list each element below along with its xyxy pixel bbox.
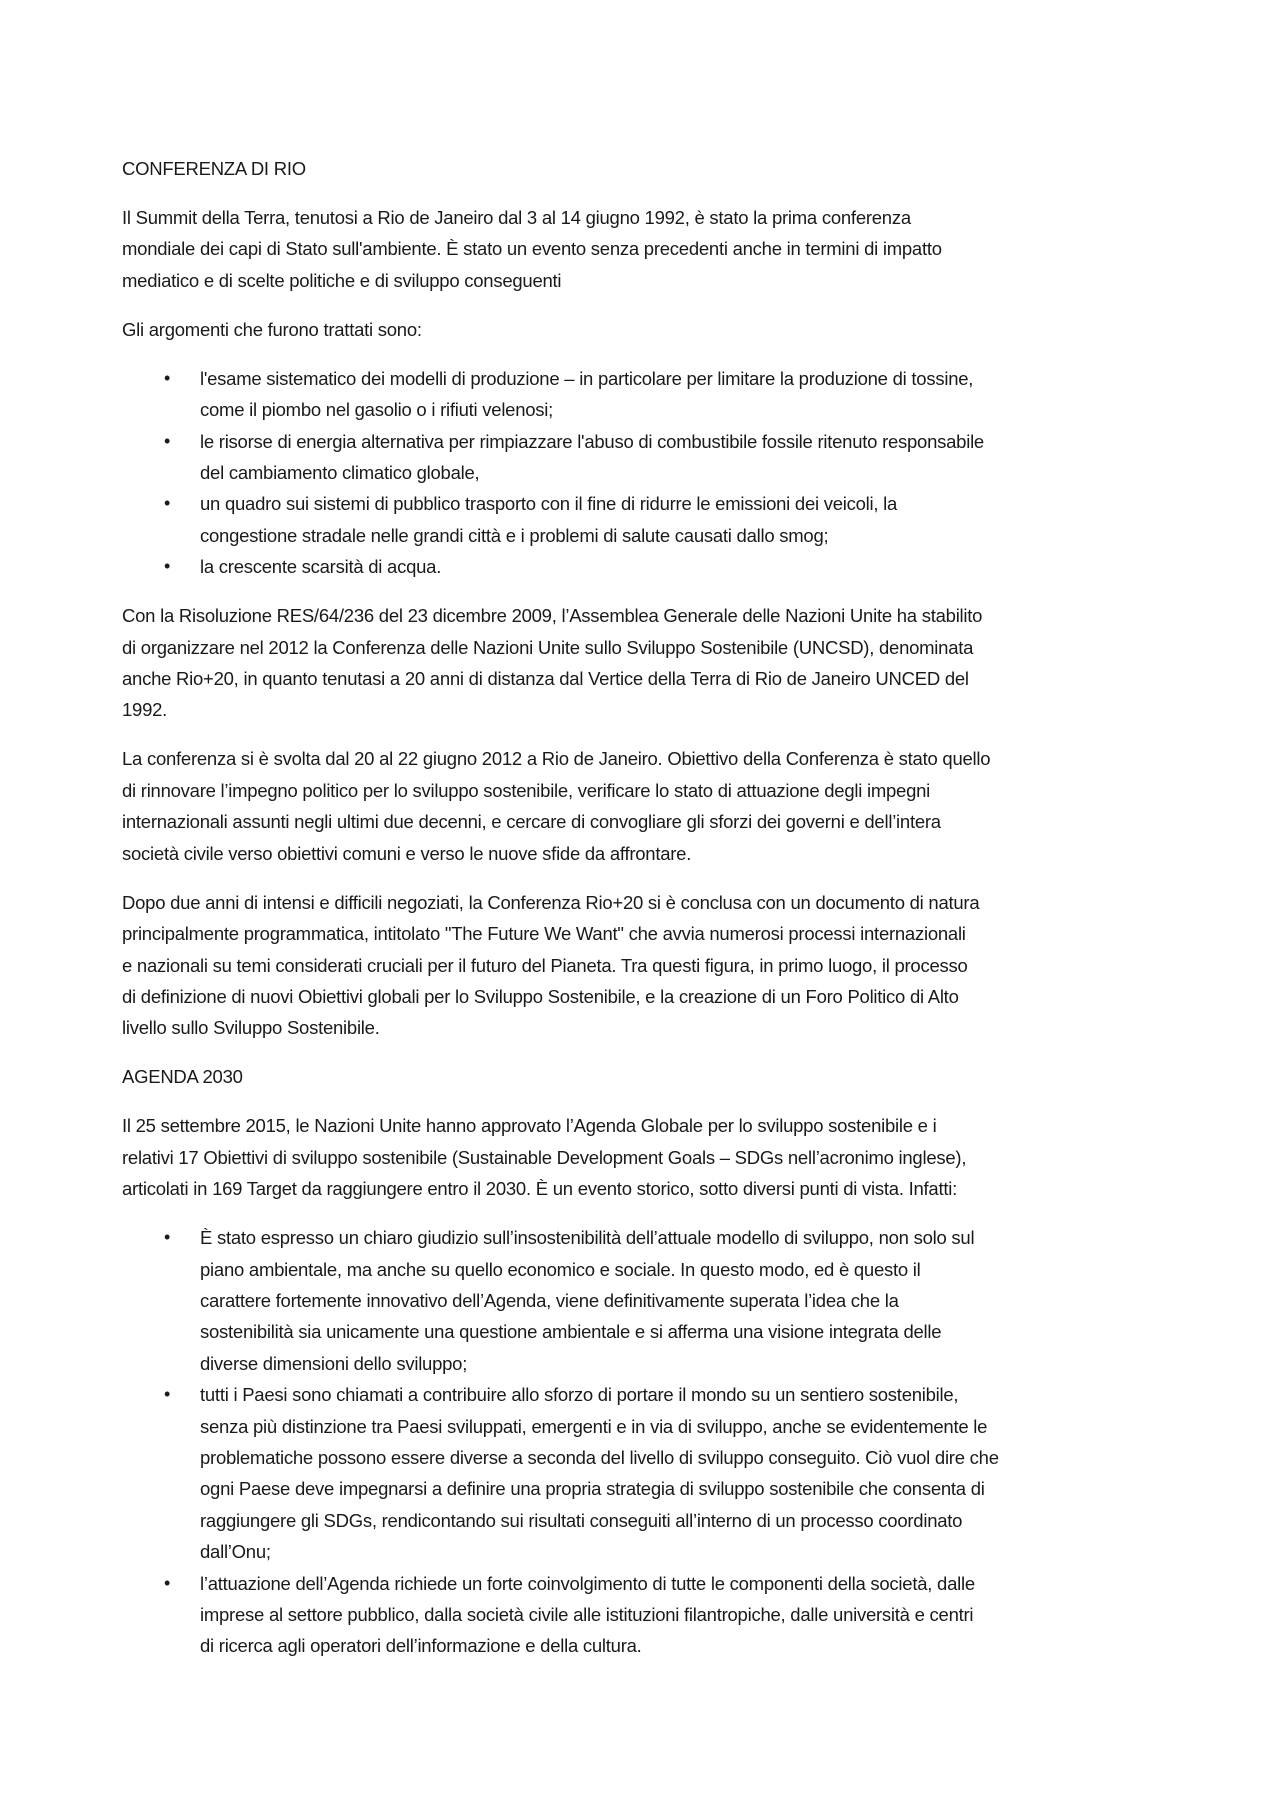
- text-line: Dopo due anni di intensi e difficili negoziati, la Conferenza Rio+20 si è conclusa con un documento di natura: [122, 891, 980, 913]
- heading-agenda-2030: [122, 1061, 1182, 1092]
- text-line: imprese al settore pubblico, dalla società civile alle istituzioni filantropiche, dalle università e centri: [200, 1604, 974, 1625]
- text-line: problematiche possono essere diverse a seconda del livello di sviluppo conseguito. Ciò vuol dire che: [200, 1446, 999, 1468]
- bullet-icon: •: [164, 1384, 171, 1405]
- text-line: articolati in 169 Target da raggiungere entro il 2030. È un evento storico, sotto diversi punti di vista. Infatti:: [122, 1178, 957, 1200]
- list-item: [122, 1379, 1182, 1567]
- text-line: e nazionali su temi considerati cruciali per il futuro del Pianeta. Tra questi figura, in primo luogo, il processo: [122, 954, 968, 976]
- text-line: le risorse di energia alternativa per rimpiazzare l'abuso di combustibile fossile ritenuto responsabile: [200, 430, 984, 452]
- list-item: [122, 426, 1182, 489]
- text-line: La conferenza si è svolta dal 20 al 22 giugno 2012 a Rio de Janeiro. Obiettivo della Conferenza è stato quello: [122, 748, 991, 770]
- text-line: 1992.: [122, 699, 168, 721]
- text-line: anche Rio+20, in quanto tenutasi a 20 anni di distanza dal Vertice della Terra di Rio de Janeiro UNCED del: [122, 668, 969, 690]
- text-line: società civile verso obiettivi comuni e verso le nuove sfide da affrontare.: [122, 842, 692, 864]
- text-line: Con la Risoluzione RES/64/236 del 23 dicembre 2009, l’Assemblea Generale delle Nazioni Unite ha stabilito: [122, 605, 983, 627]
- paragraph-risoluzione: [122, 600, 1182, 726]
- text-line: internazionali assunti negli ultimi due decenni, e cercare di convogliare gli sforzi dei governi e dell’intera: [122, 811, 941, 833]
- paragraph-future-we-want: [122, 887, 1182, 1044]
- text-line: di organizzare nel 2012 la Conferenza delle Nazioni Unite sullo Sviluppo Sostenibile (UNCSD), denominata: [122, 636, 974, 658]
- bullet-icon: •: [164, 367, 171, 388]
- text-line: Il 25 settembre 2015, le Nazioni Unite hanno approvato l’Agenda Globale per lo sviluppo sostenibile e i: [122, 1115, 937, 1137]
- text-line: carattere fortemente innovativo dell’Agenda, viene definitivamente superata l’idea che la: [200, 1289, 899, 1311]
- text-line: del cambiamento climatico globale,: [200, 462, 480, 484]
- bullet-icon: •: [164, 493, 171, 514]
- text-line: mondiale dei capi di Stato sull'ambiente. È stato un evento senza precedenti anche in termini di impatto: [122, 238, 942, 260]
- text-line: di ricerca agli operatori dell’informazione e della cultura.: [200, 1635, 642, 1657]
- text-line: relativi 17 Obiettivi di sviluppo sostenibile (Sustainable Development Goals – SDGs nell’acronimo inglese),: [122, 1146, 967, 1168]
- text-line: piano ambientale, ma anche su quello economico e sociale. In questo modo, ed è questo il: [200, 1258, 921, 1280]
- text-line: È stato espresso un chiaro giudizio sull’insostenibilità dell’attuale modello di sviluppo, non solo sul: [200, 1227, 975, 1249]
- text-line: Gli argomenti che furono trattati sono:: [122, 318, 422, 340]
- paragraph-conferenza-2012: [122, 743, 1182, 869]
- paragraph-agenda: [122, 1110, 1182, 1204]
- text-line: senza più distinzione tra Paesi sviluppati, emergenti e in via di sviluppo, anche se evidentemente le: [200, 1415, 988, 1437]
- bullet-icon: •: [164, 556, 171, 577]
- list-item: [122, 551, 1182, 582]
- heading-conferenza-di-rio: [122, 153, 1182, 184]
- list-item: [122, 363, 1182, 426]
- text-line: diverse dimensioni dello sviluppo;: [200, 1352, 468, 1374]
- text-line: la crescente scarsità di acqua.: [200, 556, 442, 578]
- list-item: [122, 1222, 1182, 1379]
- list-argomenti: [122, 363, 1182, 583]
- paragraph-argomenti: [122, 314, 1182, 345]
- bullet-icon: •: [164, 430, 171, 451]
- list-item: [122, 1568, 1182, 1662]
- bullet-icon: •: [164, 1227, 171, 1248]
- text-line: principalmente programmatica, intitolato "The Future We Want" che avvia numerosi processi internazionali: [122, 923, 966, 945]
- list-item: [122, 488, 1182, 551]
- text-line: di rinnovare l’impegno politico per lo sviluppo sostenibile, verificare lo stato di attuazione degli impegni: [122, 779, 931, 801]
- text-line: Il Summit della Terra, tenutosi a Rio de Janeiro dal 3 al 14 giugno 1992, è stato la prima conferenza: [122, 207, 911, 228]
- text-line: AGENDA 2030: [122, 1066, 243, 1088]
- text-line: congestione stradale nelle grandi città e i problemi di salute causati dallo smog;: [200, 524, 829, 546]
- bullet-icon: •: [164, 1572, 171, 1593]
- document-page: [122, 153, 1182, 1679]
- text-line: di definizione di nuovi Obiettivi globali per lo Sviluppo Sostenibile, e la creazione di un Foro Politico di Alto: [122, 985, 959, 1007]
- text-line: l'esame sistematico dei modelli di produzione – in particolare per limitare la produzione di tossine,: [200, 367, 974, 389]
- paragraph-summit: [122, 202, 1182, 296]
- text-line: tutti i Paesi sono chiamati a contribuire allo sforzo di portare il mondo su un sentiero sostenibile,: [200, 1384, 959, 1406]
- text-line: raggiungere gli SDGs, rendicontando sui risultati conseguiti all’interno di un processo coordinato: [200, 1509, 963, 1531]
- text-line: sostenibilità sia unicamente una questione ambientale e si afferma una visione integrata delle: [200, 1321, 942, 1343]
- text-line: ogni Paese deve impegnarsi a definire una propria strategia di sviluppo sostenibile che consenta di: [200, 1478, 985, 1500]
- text-line: come il piombo nel gasolio o i rifiuti velenosi;: [200, 399, 554, 421]
- list-agenda: [122, 1222, 1182, 1662]
- text-line: dall’Onu;: [200, 1541, 271, 1563]
- text-line: mediatico e di scelte politiche e di sviluppo conseguenti: [122, 269, 562, 291]
- text-line: livello sullo Sviluppo Sostenibile.: [122, 1017, 380, 1039]
- text-line: un quadro sui sistemi di pubblico trasporto con il fine di ridurre le emissioni dei veicoli, la: [200, 493, 898, 515]
- text-line: l’attuazione dell’Agenda richiede un forte coinvolgimento di tutte le componenti della società, dalle: [200, 1572, 975, 1594]
- text-line: CONFERENZA DI RIO: [122, 158, 306, 179]
